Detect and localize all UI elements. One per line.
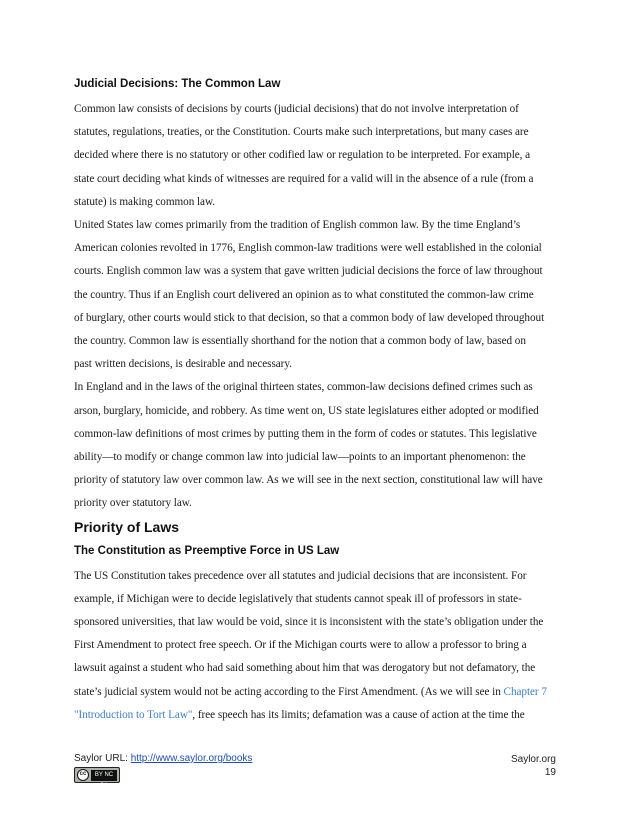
priority-of-laws-heading: Priority of Laws: [74, 518, 180, 535]
footer-url-link[interactable]: http://www.saylor.org/books: [130, 753, 253, 764]
footer-left: [74, 753, 252, 764]
text-line: American colonies revolted in 1776, English common-law traditions were well established in the colonial: [74, 242, 542, 255]
judicial-decisions-heading: Judicial Decisions: The Common Law: [74, 78, 281, 90]
text-line: courts. English common law was a system that gave written judicial decisions the force of law throughout: [74, 265, 543, 278]
judicial-paragraph-2: [74, 214, 558, 376]
text-line: sponsored universities, that law would be void, since it is inconsistent with the state’s obligation under the: [74, 616, 544, 629]
text-line: the country. Common law is essentially shorthand for the notion that a common body of law, based on: [74, 335, 526, 348]
text-line: lawsuit against a student who had said something about him that was derogatory but not defamatory, the: [74, 662, 536, 675]
text-span: , free speech has its limits; defamation was a cause of action at the time the: [192, 708, 525, 721]
text-line: past written decisions, is desirable and necessary.: [74, 358, 292, 371]
text-line: [74, 681, 558, 704]
text-line: ability—to modify or change common law into judicial law—points to an important phenomenon: the: [74, 451, 526, 464]
text-line: example, if Michigan were to decide legislatively that students cannot speak ill of professors in state-: [74, 592, 522, 605]
judicial-paragraph-1: [74, 98, 558, 214]
text-line: statutes, regulations, treaties, or the Constitution. Courts make such interpretations, but many cases are: [74, 126, 529, 139]
constitution-heading: The Constitution as Preemptive Force in US Law: [74, 544, 340, 557]
text-line: of burglary, other courts would stick to that decision, so that a common body of law developed throughout: [74, 311, 545, 324]
text-line: decided where there is no statutory or other codified law or regulation to be interpreted. For example, a: [74, 149, 531, 162]
footer-url-label: Saylor URL:: [74, 753, 131, 764]
text-line: [74, 704, 558, 727]
text-line: priority of statutory law over common law. As we will see in the next section, constitutional law will have: [74, 474, 543, 487]
page-content: [74, 74, 558, 727]
cc-circle-icon: cc: [77, 769, 89, 781]
text-line: First Amendment to protect free speech. Or if the Michigan courts were to allow a professor to bring a: [74, 639, 527, 652]
creative-commons-license-icon: [74, 767, 120, 789]
page-footer: [74, 753, 556, 787]
footer-site: Saylor.org: [510, 754, 556, 765]
text-line: common-law definitions of most crimes by putting them in the form of codes or statutes. This legislative: [74, 427, 537, 440]
page-number: 19: [544, 767, 556, 778]
chapter-7-link[interactable]: Chapter 7: [503, 685, 547, 698]
constitution-paragraph-1: [74, 565, 558, 727]
text-line: Common law consists of decisions by courts (judicial decisions) that do not involve interpretation of: [74, 103, 519, 115]
text-line: the country. Thus if an English court delivered an opinion as to what constituted the common-law crime: [74, 288, 534, 301]
tort-law-link[interactable]: "Introduction to Tort Law": [74, 708, 193, 721]
footer-right: [511, 753, 556, 779]
text-line: The US Constitution takes precedence over all statutes and judicial decisions that are inconsistent. For: [74, 569, 527, 582]
text-line: statute) is making common law.: [74, 195, 216, 208]
text-line: state court deciding what kinds of witnesses are required for a valid will in the absence of a rule (from a: [74, 172, 534, 185]
judicial-paragraph-3: [74, 376, 558, 515]
text-line: United States law comes primarily from the tradition of English common law. By the time England’s: [74, 219, 521, 232]
text-line: priority over statutory law.: [74, 497, 192, 510]
text-span: state’s judicial system would not be acting according to the First Amendment. (As we will see in: [74, 685, 504, 698]
cc-terms-band: BY NC SA: [91, 770, 117, 781]
text-line: arson, burglary, homicide, and robbery. As time went on, US state legislatures either adopted or modified: [74, 404, 539, 417]
text-line: In England and in the laws of the original thirteen states, common-law decisions defined crimes such as: [74, 381, 533, 394]
